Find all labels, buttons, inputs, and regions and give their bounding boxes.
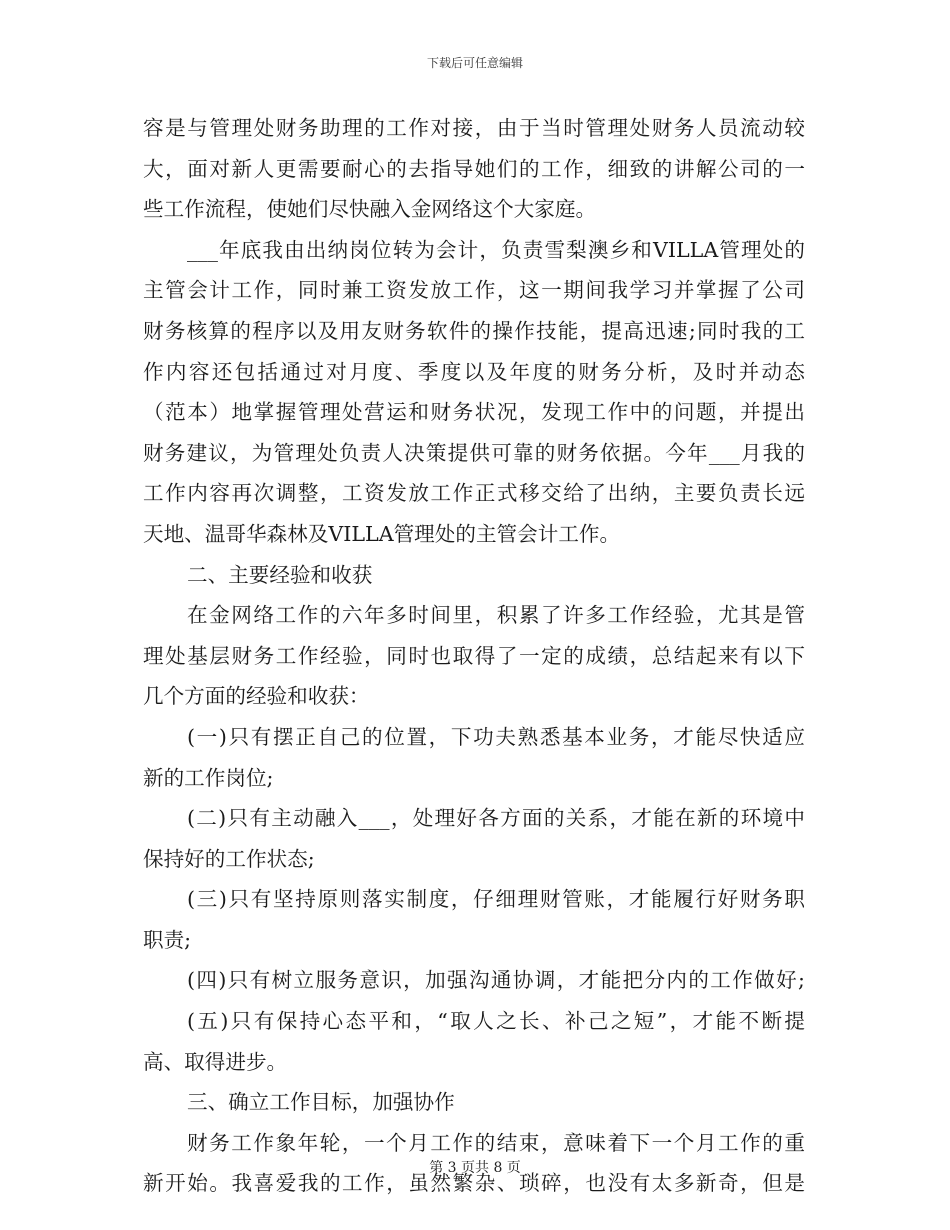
list-item: (一)只有摆正自己的位置，下功夫熟悉基本业务，才能尽快适应 — [187, 724, 805, 749]
text-line: 职责; — [143, 927, 192, 952]
text-line: 容是与管理处财务助理的工作对接，由于当时管理处财务人员流动较 — [143, 116, 805, 140]
text-line: 大，面对新人更需要耐心的去指导她们的工作，细致的讲解公司的一 — [143, 156, 805, 181]
list-item: (二)只有主动融入___，处理好各方面的关系，才能在新的环境中 — [187, 806, 805, 831]
text-line: 理处基层财务工作经验，同时也取得了一定的成绩，总结起来有以下 — [143, 643, 805, 668]
page-header: 下载后可任意编辑 — [426, 56, 523, 70]
list-item: (五)只有保持心态平和，“取人之长、补己之短”，才能不断提 — [187, 1009, 805, 1034]
text-line: 几个方面的经验和收获： — [143, 684, 370, 709]
list-item: (四)只有树立服务意识，加强沟通协调，才能把分内的工作做好; — [187, 968, 805, 993]
page-footer: 第 3 页共 8 页 — [429, 1160, 521, 1176]
list-item: (三)只有坚持原则落实制度，仔细理财管账，才能履行好财务职 — [187, 887, 805, 912]
text-line: 作内容还包括通过对月度、季度以及年度的财务分析，及时并动态 — [143, 359, 805, 384]
text-line: 在金网络工作的六年多时间里，积累了许多工作经验，尤其是管 — [187, 603, 805, 628]
text-line: 天地、温哥华森林及VILLA管理处的主管会计工作。 — [143, 521, 621, 546]
text-line: ___年底我由出纳岗位转为会计，负责雪梨澳乡和VILLA管理处的 — [187, 237, 805, 262]
text-line: 财务核算的程序以及用友财务软件的操作技能，提高迅速;同时我的工 — [143, 318, 805, 343]
text-line: 保持好的工作状态; — [143, 846, 315, 871]
text-line: 些工作流程，使她们尽快融入金网络这个大家庭。 — [143, 197, 597, 222]
document-body — [143, 108, 805, 1204]
text-line: （范本）地掌握管理处营运和财务状况，发现工作中的问题，并提出 — [143, 400, 805, 425]
text-line: 工作内容再次调整，工资发放工作正式移交给了出纳，主要负责长远 — [143, 481, 805, 506]
section-heading: 三、确立工作目标，加强协作 — [187, 1090, 455, 1115]
section-heading: 二、主要经验和收获 — [187, 562, 373, 587]
text-line: 高、取得进步。 — [143, 1049, 288, 1074]
text-line: 主管会计工作，同时兼工资发放工作，这一期间我学习并掌握了公司 — [143, 278, 805, 303]
text-line: 新的工作岗位; — [143, 765, 274, 790]
text-line: 新开始。我喜爱我的工作，虽然繁杂、琐碎，也没有太多新奇，但是 — [143, 1171, 805, 1196]
text-line: 财务工作象年轮，一个月工作的结束，意味着下一个月工作的重 — [187, 1130, 805, 1155]
text-line: 财务建议，为管理处负责人决策提供可靠的财务依据。今年___月我的 — [143, 440, 805, 465]
